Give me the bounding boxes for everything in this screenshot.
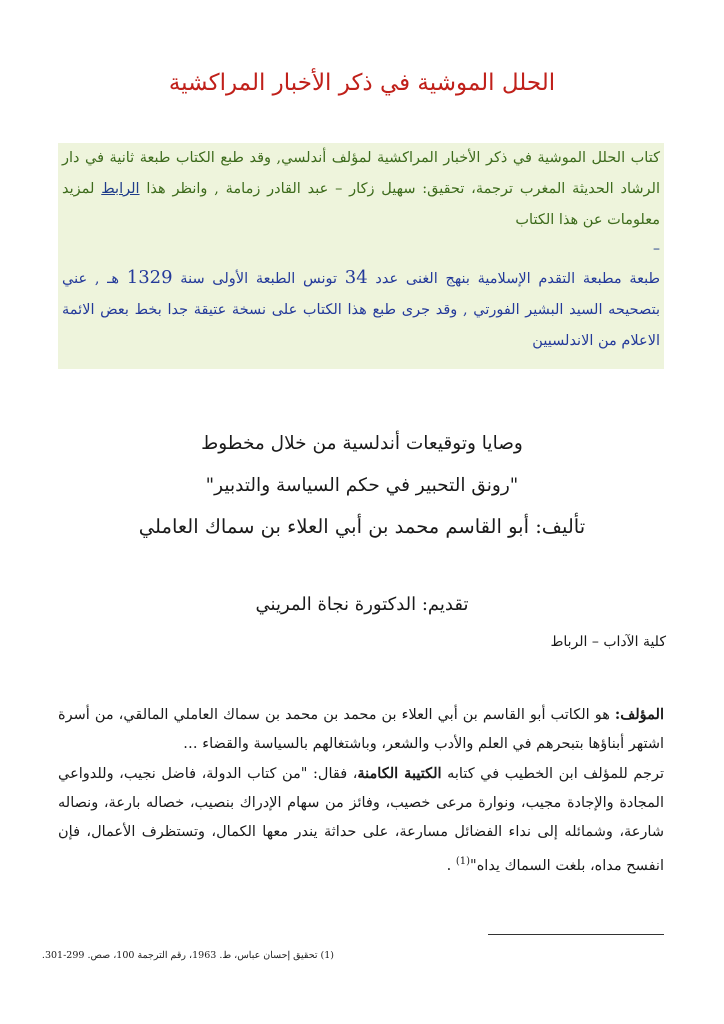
book-name: الكتيبة الكامنة bbox=[357, 765, 442, 782]
bio-text-a: ترجم للمؤلف ابن الخطيب في كتابه bbox=[447, 766, 665, 782]
footnote-divider bbox=[488, 934, 664, 935]
street-number: 34 bbox=[344, 267, 368, 288]
heading-line-2: "رونق التحبير في حكم السياسة والتدبير" bbox=[205, 475, 519, 496]
info-text-1b: لمزيد معلومات عن هذا الكتاب bbox=[62, 181, 660, 228]
author-label: المؤلف: bbox=[614, 706, 664, 723]
paragraph-end: . bbox=[446, 857, 452, 874]
more-info-link[interactable]: الرابط bbox=[101, 181, 140, 197]
info-paragraph-1 bbox=[62, 143, 660, 236]
separator-dash: – bbox=[653, 241, 660, 257]
faculty-name: كلية الآداب – الرباط bbox=[550, 634, 666, 650]
author-paragraph bbox=[58, 700, 664, 759]
introduction-by: تقديم: الدكتورة نجاة المريني bbox=[255, 594, 469, 615]
info-paragraph-2 bbox=[62, 262, 660, 357]
biography-paragraph bbox=[58, 759, 664, 881]
info-box bbox=[58, 143, 664, 369]
edition-year: 1329 bbox=[126, 267, 173, 288]
page-title: الحلل الموشية في ذكر الأخبار المراكشية bbox=[168, 70, 556, 96]
info-text-2c: هـ , عني بتصحيحه السيد البشير الفورتي , وقد جرى طبع هذا الكتاب على نسخة عتيقة جدا بخط بعض الائمة الاعلام من الاندلسيين bbox=[62, 271, 660, 349]
body-text bbox=[58, 700, 664, 881]
footnote-reference[interactable]: (1) bbox=[455, 856, 471, 867]
heading-author: تأليف: أبو القاسم محمد بن أبي العلاء بن سماك العاملي bbox=[138, 515, 586, 538]
bio-text-b: ، فقال: "من كتاب الدولة، فاضل نجيب، وللدواعي المجادة والإجادة مجيب، ونوارة مرعى خصيب، وفائز من سهام الإدراك بنصيب، خصاله بارعة، ونصاله شارعة، وشمائله إلى نداء الفضائل مسارعة، على حداثة يندر معها الكمال، وتستظرف الأعمال، فإن انفسح مداه، بلغت السماك يداه" bbox=[58, 766, 664, 874]
footnote: (1) تحقيق إحسان عباس، ط. 1963، رقم الترجمة 100، صص. 299-301. bbox=[41, 950, 334, 961]
author-text: هو الكاتب أبو القاسم بن أبي العلاء بن محمد بن محمد بن سماك العاملي المالقي، من أسرة اشتهر أبناؤها بتبحرهم في العلم والأدب والشعر، وباشتغالهم بالسياسة والقضاء … bbox=[58, 707, 664, 752]
info-text-2a: طبعة مطبعة التقدم الإسلامية بنهج الغنى عدد bbox=[375, 271, 661, 287]
info-text-2b: تونس الطبعة الأولى سنة bbox=[180, 271, 338, 287]
heading-line-1: وصايا وتوقيعات أندلسية من خلال مخطوط bbox=[201, 433, 523, 454]
info-text-1a: كتاب الحلل الموشية في ذكر الأخبار المراكشية لمؤلف أندلسي, وقد طبع الكتاب طبعة ثانية في دار الرشاد الحديثة المغرب ترجمة، تحقيق: سهيل زكار – عبد القادر زمامة , وانظر هذا bbox=[62, 150, 660, 197]
